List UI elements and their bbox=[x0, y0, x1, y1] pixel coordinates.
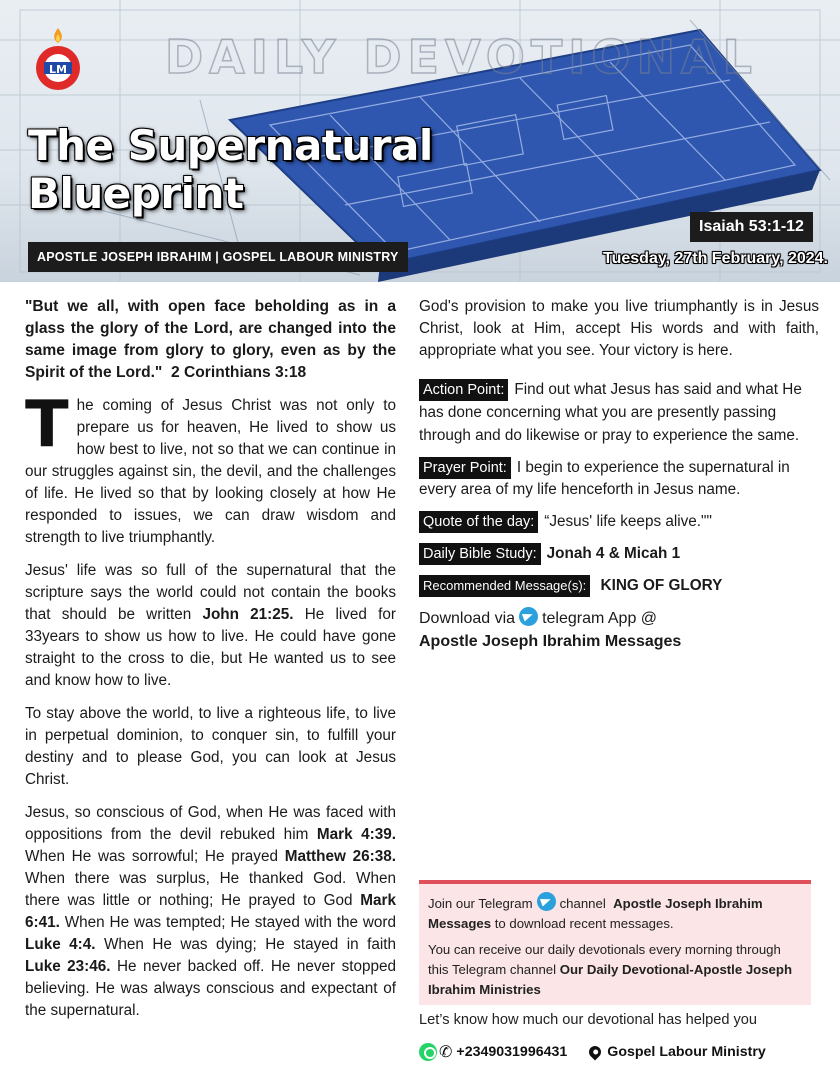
bible-reference: Mark 4:39. bbox=[316, 826, 397, 843]
promo-text: You can receive our daily devotionals every morning through this Telegram channel bbox=[428, 942, 781, 977]
download-line bbox=[419, 607, 819, 631]
key-verse-reference: 2 Corinthians 3:18 bbox=[171, 364, 307, 381]
daily-devotional-wordmark: DAILY DEVOTIONAL bbox=[165, 30, 758, 84]
bible-reference: Luke 4:4. bbox=[25, 936, 96, 953]
promo-text: to download recent messages. bbox=[491, 916, 674, 931]
prayer-point-label: Prayer Point: bbox=[419, 457, 511, 479]
paragraph-3: To stay above the world, to live a righteous life, to live in perpetual dominion, to conquer sin, to fulfill your destiny and to please God, you can look at Jesus Christ. bbox=[25, 705, 396, 788]
phone-icon: ✆ bbox=[439, 1044, 453, 1061]
recommended-message-label: Recommended Message(s): bbox=[419, 575, 590, 597]
recommended-message bbox=[419, 575, 819, 597]
paragraph-4-text-b: When He was sorrowful; He prayed bbox=[25, 848, 285, 865]
paragraph-1 bbox=[25, 388, 396, 549]
download-suffix: telegram App @ bbox=[542, 610, 658, 627]
bible-reference: Mark 6:41. bbox=[25, 892, 396, 931]
promo-text: channel bbox=[559, 896, 606, 911]
whatsapp-icon bbox=[419, 1043, 437, 1061]
promo-text: Join our Telegram bbox=[428, 896, 533, 911]
author-byline: APOSTLE JOSEPH IBRAHIM | GOSPEL LABOUR MINISTRY bbox=[28, 242, 408, 272]
key-verse bbox=[25, 296, 396, 384]
quote-label: Quote of the day: bbox=[419, 511, 538, 533]
page-title bbox=[28, 122, 433, 218]
gospel-labour-ministry-logo-icon bbox=[30, 26, 86, 92]
prayer-point bbox=[419, 457, 819, 501]
ministry-name: Gospel Labour Ministry bbox=[607, 1044, 766, 1060]
action-point-text: Find out what Jesus has said and what He has done concerning what you are presently passing through and do likewise or pray to experience the same. bbox=[419, 381, 802, 444]
action-point-label: Action Point: bbox=[419, 379, 508, 401]
paragraph-5: God's provision to make you live triumphantly is in Jesus Christ, look at Him, accept His words and with faith, appropriate what you see. Your victory is here. bbox=[419, 298, 819, 359]
paragraph-4-text-f: He never backed off. He never stopped believing. He was always conscious and expectant of the supernatural. bbox=[25, 958, 397, 1019]
paragraph-4-text-c: When there was surplus, He thanked God. When there was little or nothing; He prayed to God bbox=[25, 870, 396, 909]
left-column bbox=[25, 296, 396, 1033]
promo-line-1 bbox=[428, 892, 802, 934]
telegram-channel-link[interactable]: Apostle Joseph Ibrahim Messages bbox=[419, 633, 682, 650]
svg-text:LM: LM bbox=[49, 63, 67, 76]
telegram-icon bbox=[537, 892, 556, 911]
bible-reference: Luke 23:46. bbox=[25, 958, 111, 975]
paragraph-1-text: he coming of Jesus Christ was not only to prepare us for heaven, He lived to show us how best to live, not so that we can continue in our struggles against sin, the devil, and the challenges of life. He lived so that by looking closely at how He responded to issues, we can draw wisdom and strength to live triumphantly. bbox=[25, 397, 396, 546]
paragraph-2 bbox=[25, 560, 396, 692]
bible-study-text: Jonah 4 & Micah 1 bbox=[546, 545, 681, 562]
promo-channel-name[interactable]: Apostle Joseph Ibrahim Messages bbox=[428, 896, 763, 931]
quote-text: “Jesus' life keeps alive."" bbox=[544, 513, 712, 530]
paragraph-4-text-e: When He was dying; He stayed in faith bbox=[95, 936, 397, 953]
key-verse-text: "But we all, with open face beholding as in a glass the glory of the Lord, are changed into the same image from glory to glory, even as by the Spirit of the Lord." bbox=[25, 298, 396, 381]
quote-of-the-day bbox=[419, 511, 819, 533]
bible-reference: Matthew 26:38. bbox=[284, 848, 396, 865]
contact-row bbox=[419, 1042, 766, 1062]
telegram-promo-box bbox=[419, 880, 811, 1005]
paragraph-2-text-a: Jesus' life was so full of the supernatural that the scripture says the world could not contain the books that should be written bbox=[25, 562, 396, 623]
telegram-icon bbox=[519, 607, 538, 626]
title-line-1: The Supernatural bbox=[28, 121, 433, 170]
location-pin-icon bbox=[587, 1044, 604, 1061]
bible-reference: John 21:25. bbox=[202, 606, 294, 623]
title-line-2: Blueprint bbox=[28, 169, 244, 218]
paragraph-4-text-d: When He was tempted; He stayed with the word bbox=[59, 914, 396, 931]
phone-number[interactable]: +2349031996431 bbox=[456, 1044, 568, 1060]
paragraph-4 bbox=[25, 802, 396, 1022]
feedback-prompt: Let’s know how much our devotional has helped you bbox=[419, 1012, 758, 1028]
right-column bbox=[419, 296, 819, 653]
header-banner bbox=[0, 0, 840, 282]
action-point bbox=[419, 378, 819, 447]
download-prefix: Download via bbox=[419, 610, 516, 627]
scripture-reference-badge: Isaiah 53:1-12 bbox=[690, 212, 813, 242]
recommended-message-text: KING OF GLORY bbox=[600, 577, 723, 594]
paragraph-2-text-b: He lived for 33years to show us how to live. He could have gone straight to the cross to die, but He wanted us to see and know how to live. bbox=[25, 606, 396, 689]
prayer-point-text: I begin to experience the supernatural in every area of my life henceforth in Jesus name. bbox=[419, 459, 790, 498]
promo-channel-name[interactable]: Our Daily Devotional-Apostle Joseph Ibrahim Ministries bbox=[428, 962, 793, 997]
bible-study-label: Daily Bible Study: bbox=[419, 543, 541, 565]
promo-line-2 bbox=[428, 940, 802, 1000]
paragraph-4-text-a: Jesus, so conscious of God, when He was faced with oppositions from the devil rebuked him bbox=[25, 804, 396, 843]
daily-bible-study bbox=[419, 543, 819, 565]
drop-cap: T bbox=[25, 388, 69, 462]
devotional-date: Tuesday, 27th February, 2024. bbox=[603, 250, 828, 267]
